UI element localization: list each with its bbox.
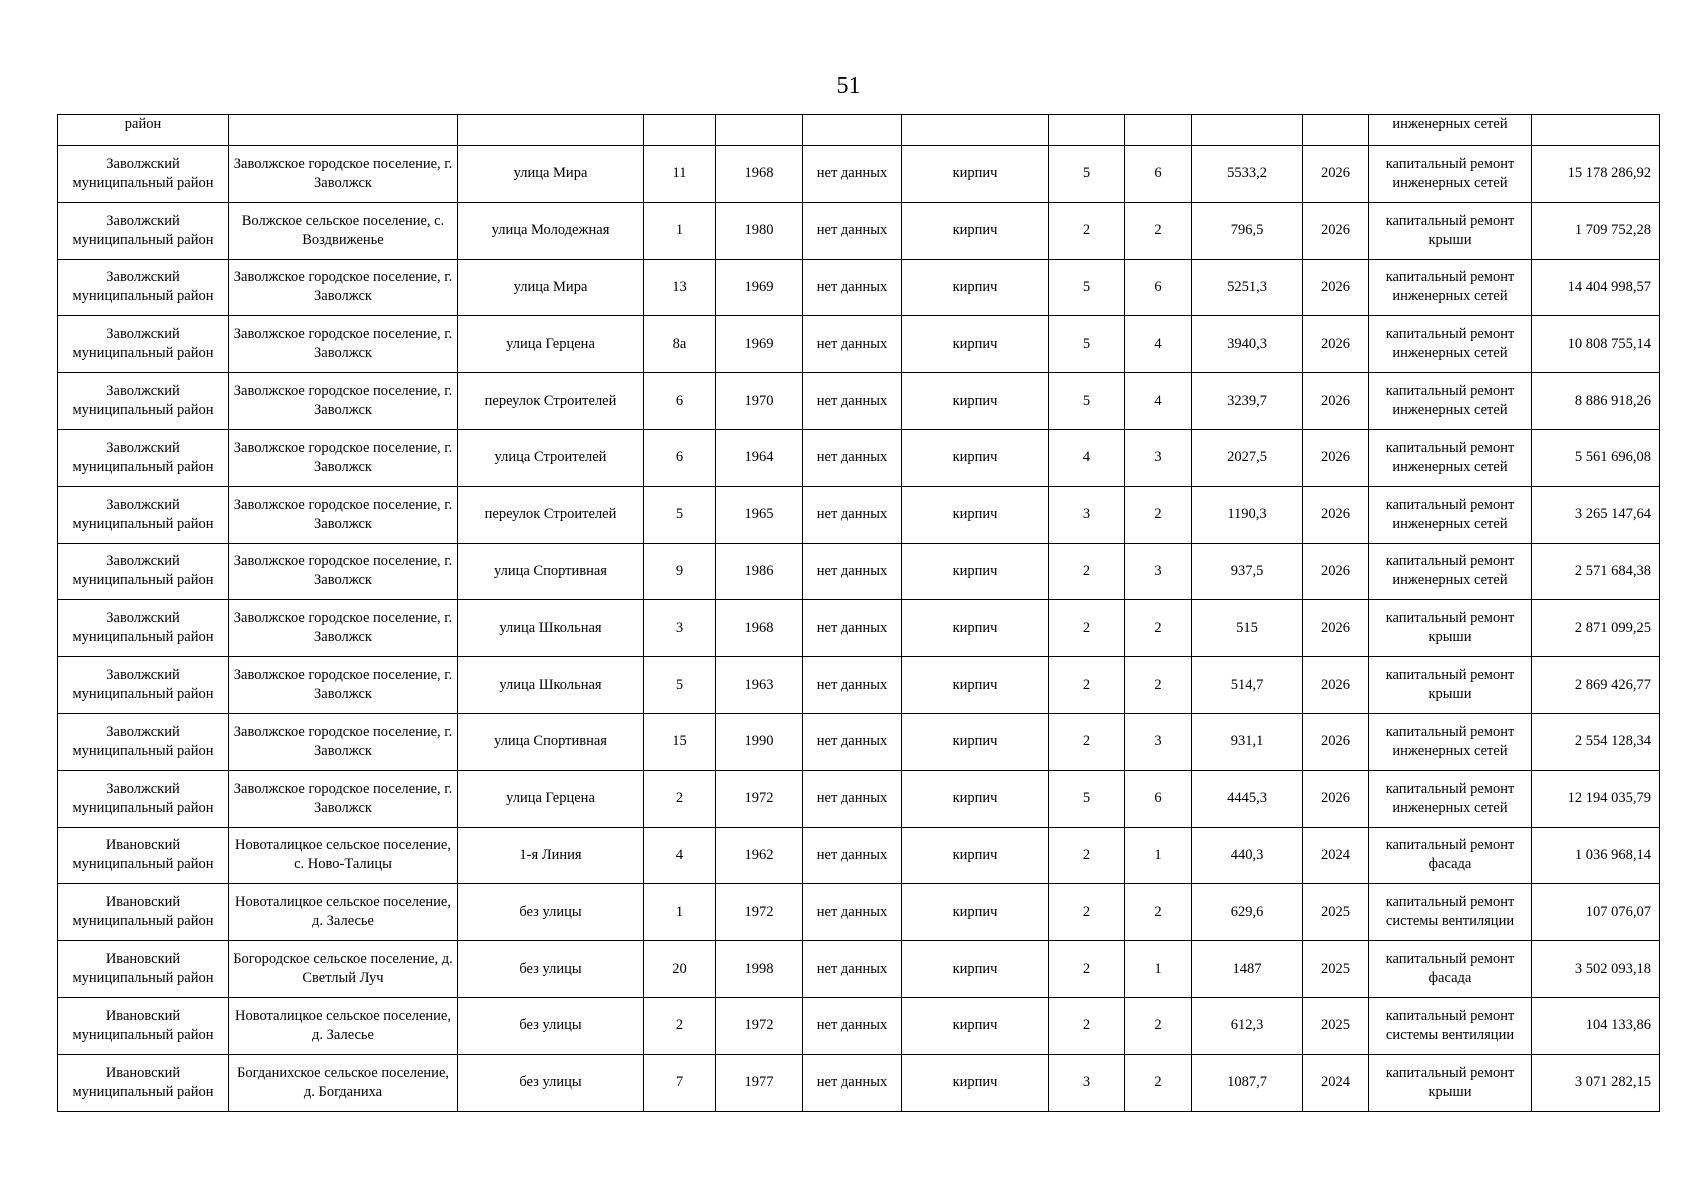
cell-reconstruction: нет данных — [803, 316, 902, 373]
housing-repair-table — [57, 114, 1660, 1112]
cell-work: капитальный ремонт инженерных сетей — [1369, 316, 1532, 373]
cell-entrances: 3 — [1125, 543, 1192, 600]
cell-settlement: Заволжское городское поселение, г. Заволжск — [229, 373, 458, 430]
cell-work: капитальный ремонт инженерных сетей — [1369, 713, 1532, 770]
cell-cost — [1532, 115, 1660, 146]
cell-work: капитальный ремонт фасада — [1369, 941, 1532, 998]
cell-area: 515 — [1192, 600, 1303, 657]
cell-entrances: 6 — [1125, 770, 1192, 827]
cell-material: кирпич — [902, 373, 1049, 430]
cell-reconstruction: нет данных — [803, 884, 902, 941]
table-row — [58, 202, 1660, 259]
cell-plan-year: 2026 — [1303, 429, 1369, 486]
cell-area: 612,3 — [1192, 997, 1303, 1054]
cell-material: кирпич — [902, 827, 1049, 884]
table-row — [58, 146, 1660, 203]
cell-house: 11 — [644, 146, 716, 203]
cell-work: капитальный ремонт крыши — [1369, 202, 1532, 259]
cell-district: Заволжский муниципальный район — [58, 713, 229, 770]
cell-entrances — [1125, 115, 1192, 146]
cell-floors: 5 — [1049, 146, 1125, 203]
cell-plan-year: 2025 — [1303, 884, 1369, 941]
cell-floors: 2 — [1049, 884, 1125, 941]
cell-street: улица Спортивная — [458, 713, 644, 770]
cell-plan-year: 2024 — [1303, 1054, 1369, 1111]
cell-settlement: Волжское сельское поселение, с. Воздвиженье — [229, 202, 458, 259]
cell-entrances: 4 — [1125, 316, 1192, 373]
cell-area: 514,7 — [1192, 657, 1303, 714]
table-row-continued — [58, 115, 1660, 146]
cell-year: 1986 — [716, 543, 803, 600]
cell-house: 3 — [644, 600, 716, 657]
cell-floors: 2 — [1049, 997, 1125, 1054]
cell-material: кирпич — [902, 657, 1049, 714]
cell-cost: 1 709 752,28 — [1532, 202, 1660, 259]
cell-area — [1192, 115, 1303, 146]
table-row — [58, 884, 1660, 941]
cell-material: кирпич — [902, 770, 1049, 827]
cell-area: 5251,3 — [1192, 259, 1303, 316]
cell-entrances: 1 — [1125, 827, 1192, 884]
cell-work: капитальный ремонт фасада — [1369, 827, 1532, 884]
cell-material: кирпич — [902, 600, 1049, 657]
cell-street: улица Герцена — [458, 770, 644, 827]
cell-material: кирпич — [902, 884, 1049, 941]
cell-cost: 8 886 918,26 — [1532, 373, 1660, 430]
cell-reconstruction: нет данных — [803, 259, 902, 316]
cell-plan-year: 2026 — [1303, 770, 1369, 827]
cell-material — [902, 115, 1049, 146]
cell-reconstruction: нет данных — [803, 429, 902, 486]
cell-floors: 5 — [1049, 770, 1125, 827]
cell-entrances: 2 — [1125, 657, 1192, 714]
cell-floors: 3 — [1049, 486, 1125, 543]
cell-street: переулок Строителей — [458, 486, 644, 543]
table-row — [58, 429, 1660, 486]
cell-house: 6 — [644, 373, 716, 430]
cell-street: улица Школьная — [458, 657, 644, 714]
cell-plan-year: 2025 — [1303, 997, 1369, 1054]
cell-reconstruction — [803, 115, 902, 146]
cell-plan-year: 2026 — [1303, 202, 1369, 259]
cell-cost: 2 871 099,25 — [1532, 600, 1660, 657]
cell-street: без улицы — [458, 997, 644, 1054]
table-row — [58, 770, 1660, 827]
cell-settlement: Заволжское городское поселение, г. Заволжск — [229, 146, 458, 203]
cell-settlement — [229, 115, 458, 146]
cell-year: 1968 — [716, 600, 803, 657]
table-row — [58, 941, 1660, 998]
page-number: 51 — [836, 73, 861, 99]
cell-cost: 2 571 684,38 — [1532, 543, 1660, 600]
cell-district: Заволжский муниципальный район — [58, 770, 229, 827]
cell-floors: 2 — [1049, 600, 1125, 657]
cell-year: 1962 — [716, 827, 803, 884]
cell-cost: 5 561 696,08 — [1532, 429, 1660, 486]
cell-house: 1 — [644, 884, 716, 941]
cell-street: улица Строителей — [458, 429, 644, 486]
cell-house: 5 — [644, 486, 716, 543]
cell-work: капитальный ремонт системы вентиляции — [1369, 997, 1532, 1054]
cell-cost: 107 076,07 — [1532, 884, 1660, 941]
cell-settlement: Заволжское городское поселение, г. Заволжск — [229, 600, 458, 657]
cell-district: Заволжский муниципальный район — [58, 657, 229, 714]
cell-plan-year: 2026 — [1303, 543, 1369, 600]
table-row — [58, 997, 1660, 1054]
cell-floors: 2 — [1049, 941, 1125, 998]
cell-cost: 10 808 755,14 — [1532, 316, 1660, 373]
cell-area: 931,1 — [1192, 713, 1303, 770]
cell-district: Заволжский муниципальный район — [58, 600, 229, 657]
cell-entrances: 6 — [1125, 259, 1192, 316]
cell-material: кирпич — [902, 429, 1049, 486]
cell-area: 629,6 — [1192, 884, 1303, 941]
cell-cost: 2 554 128,34 — [1532, 713, 1660, 770]
cell-settlement: Заволжское городское поселение, г. Заволжск — [229, 713, 458, 770]
cell-district: Заволжский муниципальный район — [58, 373, 229, 430]
cell-district: Заволжский муниципальный район — [58, 486, 229, 543]
cell-reconstruction: нет данных — [803, 941, 902, 998]
cell-district: Заволжский муниципальный район — [58, 543, 229, 600]
table-row — [58, 316, 1660, 373]
cell-material: кирпич — [902, 543, 1049, 600]
table-row — [58, 657, 1660, 714]
cell-entrances: 2 — [1125, 202, 1192, 259]
cell-house: 5 — [644, 657, 716, 714]
cell-street: без улицы — [458, 941, 644, 998]
cell-reconstruction: нет данных — [803, 713, 902, 770]
cell-year: 1969 — [716, 259, 803, 316]
cell-plan-year: 2025 — [1303, 941, 1369, 998]
cell-reconstruction: нет данных — [803, 1054, 902, 1111]
cell-house: 1 — [644, 202, 716, 259]
cell-floors: 2 — [1049, 543, 1125, 600]
cell-year: 1972 — [716, 997, 803, 1054]
cell-district: Заволжский муниципальный район — [58, 202, 229, 259]
cell-plan-year: 2026 — [1303, 713, 1369, 770]
cell-entrances: 2 — [1125, 486, 1192, 543]
cell-reconstruction: нет данных — [803, 770, 902, 827]
cell-entrances: 2 — [1125, 1054, 1192, 1111]
cell-street: 1-я Линия — [458, 827, 644, 884]
cell-settlement: Заволжское городское поселение, г. Заволжск — [229, 259, 458, 316]
cell-floors — [1049, 115, 1125, 146]
cell-year: 1977 — [716, 1054, 803, 1111]
cell-district: Заволжский муниципальный район — [58, 429, 229, 486]
cell-material: кирпич — [902, 202, 1049, 259]
cell-work: капитальный ремонт инженерных сетей — [1369, 146, 1532, 203]
cell-settlement: Заволжское городское поселение, г. Заволжск — [229, 316, 458, 373]
cell-reconstruction: нет данных — [803, 657, 902, 714]
cell-entrances: 4 — [1125, 373, 1192, 430]
table-row — [58, 1054, 1660, 1111]
cell-district: Ивановский муниципальный район — [58, 827, 229, 884]
cell-street: улица Мира — [458, 146, 644, 203]
cell-work: капитальный ремонт инженерных сетей — [1369, 543, 1532, 600]
cell-plan-year: 2026 — [1303, 600, 1369, 657]
cell-district: Заволжский муниципальный район — [58, 146, 229, 203]
cell-reconstruction: нет данных — [803, 827, 902, 884]
cell-house: 13 — [644, 259, 716, 316]
cell-year: 1963 — [716, 657, 803, 714]
cell-settlement: Богданихское сельское поселение, д. Богданиха — [229, 1054, 458, 1111]
cell-cost: 2 869 426,77 — [1532, 657, 1660, 714]
cell-district: Ивановский муниципальный район — [58, 884, 229, 941]
cell-work: капитальный ремонт инженерных сетей — [1369, 373, 1532, 430]
cell-street: без улицы — [458, 1054, 644, 1111]
cell-plan-year: 2026 — [1303, 259, 1369, 316]
cell-year: 1990 — [716, 713, 803, 770]
cell-reconstruction: нет данных — [803, 146, 902, 203]
cell-material: кирпич — [902, 316, 1049, 373]
table-row — [58, 713, 1660, 770]
cell-house: 7 — [644, 1054, 716, 1111]
cell-floors: 2 — [1049, 202, 1125, 259]
cell-cost: 3 071 282,15 — [1532, 1054, 1660, 1111]
cell-plan-year: 2026 — [1303, 657, 1369, 714]
table-row — [58, 259, 1660, 316]
cell-work: капитальный ремонт инженерных сетей — [1369, 770, 1532, 827]
cell-area: 1190,3 — [1192, 486, 1303, 543]
cell-work: капитальный ремонт инженерных сетей — [1369, 429, 1532, 486]
table-row — [58, 543, 1660, 600]
cell-house: 15 — [644, 713, 716, 770]
cell-reconstruction: нет данных — [803, 543, 902, 600]
cell-floors: 5 — [1049, 316, 1125, 373]
cell-work: капитальный ремонт крыши — [1369, 657, 1532, 714]
cell-material: кирпич — [902, 713, 1049, 770]
table-row — [58, 486, 1660, 543]
cell-cost: 1 036 968,14 — [1532, 827, 1660, 884]
cell-reconstruction: нет данных — [803, 997, 902, 1054]
cell-area: 3239,7 — [1192, 373, 1303, 430]
cell-street — [458, 115, 644, 146]
cell-house: 8а — [644, 316, 716, 373]
cell-house: 6 — [644, 429, 716, 486]
cell-entrances: 2 — [1125, 600, 1192, 657]
cell-district: Ивановский муниципальный район — [58, 941, 229, 998]
cell-district: Ивановский муниципальный район — [58, 1054, 229, 1111]
cell-district: Ивановский муниципальный район — [58, 997, 229, 1054]
cell-district: район — [58, 115, 229, 146]
cell-entrances: 3 — [1125, 429, 1192, 486]
cell-street: улица Молодежная — [458, 202, 644, 259]
cell-material: кирпич — [902, 259, 1049, 316]
cell-floors: 2 — [1049, 657, 1125, 714]
cell-street: улица Спортивная — [458, 543, 644, 600]
cell-material: кирпич — [902, 146, 1049, 203]
cell-settlement: Заволжское городское поселение, г. Заволжск — [229, 657, 458, 714]
cell-street: переулок Строителей — [458, 373, 644, 430]
cell-material: кирпич — [902, 486, 1049, 543]
cell-settlement: Новоталицкое сельское поселение, д. Залесье — [229, 997, 458, 1054]
cell-cost: 3 265 147,64 — [1532, 486, 1660, 543]
cell-street: улица Мира — [458, 259, 644, 316]
cell-year: 1965 — [716, 486, 803, 543]
cell-settlement: Новоталицкое сельское поселение, с. Ново-Талицы — [229, 827, 458, 884]
cell-cost: 3 502 093,18 — [1532, 941, 1660, 998]
cell-work: капитальный ремонт системы вентиляции — [1369, 884, 1532, 941]
cell-settlement: Заволжское городское поселение, г. Заволжск — [229, 429, 458, 486]
cell-plan-year: 2026 — [1303, 373, 1369, 430]
cell-area: 3940,3 — [1192, 316, 1303, 373]
cell-plan-year: 2024 — [1303, 827, 1369, 884]
cell-house: 20 — [644, 941, 716, 998]
cell-year: 1969 — [716, 316, 803, 373]
cell-area: 4445,3 — [1192, 770, 1303, 827]
cell-area: 1487 — [1192, 941, 1303, 998]
cell-floors: 5 — [1049, 373, 1125, 430]
cell-settlement: Заволжское городское поселение, г. Заволжск — [229, 770, 458, 827]
cell-year: 1972 — [716, 770, 803, 827]
cell-material: кирпич — [902, 941, 1049, 998]
cell-entrances: 6 — [1125, 146, 1192, 203]
cell-reconstruction: нет данных — [803, 600, 902, 657]
cell-plan-year: 2026 — [1303, 316, 1369, 373]
cell-area: 796,5 — [1192, 202, 1303, 259]
cell-floors: 2 — [1049, 713, 1125, 770]
cell-settlement: Новоталицкое сельское поселение, д. Залесье — [229, 884, 458, 941]
table-row — [58, 600, 1660, 657]
cell-work: капитальный ремонт инженерных сетей — [1369, 259, 1532, 316]
table-row — [58, 373, 1660, 430]
cell-work: капитальный ремонт крыши — [1369, 600, 1532, 657]
cell-area: 2027,5 — [1192, 429, 1303, 486]
cell-floors: 2 — [1049, 827, 1125, 884]
cell-entrances: 2 — [1125, 997, 1192, 1054]
cell-area: 1087,7 — [1192, 1054, 1303, 1111]
cell-year: 1970 — [716, 373, 803, 430]
cell-district: Заволжский муниципальный район — [58, 316, 229, 373]
cell-district: Заволжский муниципальный район — [58, 259, 229, 316]
cell-plan-year: 2026 — [1303, 146, 1369, 203]
cell-year: 1972 — [716, 884, 803, 941]
cell-house: 4 — [644, 827, 716, 884]
cell-house: 2 — [644, 997, 716, 1054]
cell-cost: 12 194 035,79 — [1532, 770, 1660, 827]
cell-material: кирпич — [902, 1054, 1049, 1111]
cell-material: кирпич — [902, 997, 1049, 1054]
cell-year — [716, 115, 803, 146]
cell-street: без улицы — [458, 884, 644, 941]
table-row — [58, 827, 1660, 884]
cell-house — [644, 115, 716, 146]
cell-plan-year — [1303, 115, 1369, 146]
cell-area: 440,3 — [1192, 827, 1303, 884]
cell-work: капитальный ремонт инженерных сетей — [1369, 486, 1532, 543]
cell-floors: 3 — [1049, 1054, 1125, 1111]
cell-floors: 4 — [1049, 429, 1125, 486]
cell-street: улица Герцена — [458, 316, 644, 373]
cell-street: улица Школьная — [458, 600, 644, 657]
cell-settlement: Заволжское городское поселение, г. Заволжск — [229, 486, 458, 543]
cell-settlement: Заволжское городское поселение, г. Заволжск — [229, 543, 458, 600]
cell-area: 937,5 — [1192, 543, 1303, 600]
cell-entrances: 3 — [1125, 713, 1192, 770]
cell-cost: 104 133,86 — [1532, 997, 1660, 1054]
cell-cost: 14 404 998,57 — [1532, 259, 1660, 316]
cell-area: 5533,2 — [1192, 146, 1303, 203]
cell-work: капитальный ремонт крыши — [1369, 1054, 1532, 1111]
cell-reconstruction: нет данных — [803, 486, 902, 543]
cell-settlement: Богородское сельское поселение, д. Светлый Луч — [229, 941, 458, 998]
cell-year: 1964 — [716, 429, 803, 486]
cell-house: 2 — [644, 770, 716, 827]
cell-plan-year: 2026 — [1303, 486, 1369, 543]
cell-floors: 5 — [1049, 259, 1125, 316]
cell-reconstruction: нет данных — [803, 373, 902, 430]
cell-year: 1968 — [716, 146, 803, 203]
cell-entrances: 2 — [1125, 884, 1192, 941]
cell-house: 9 — [644, 543, 716, 600]
cell-entrances: 1 — [1125, 941, 1192, 998]
cell-year: 1980 — [716, 202, 803, 259]
cell-year: 1998 — [716, 941, 803, 998]
cell-work: инженерных сетей — [1369, 115, 1532, 146]
cell-cost: 15 178 286,92 — [1532, 146, 1660, 203]
cell-reconstruction: нет данных — [803, 202, 902, 259]
